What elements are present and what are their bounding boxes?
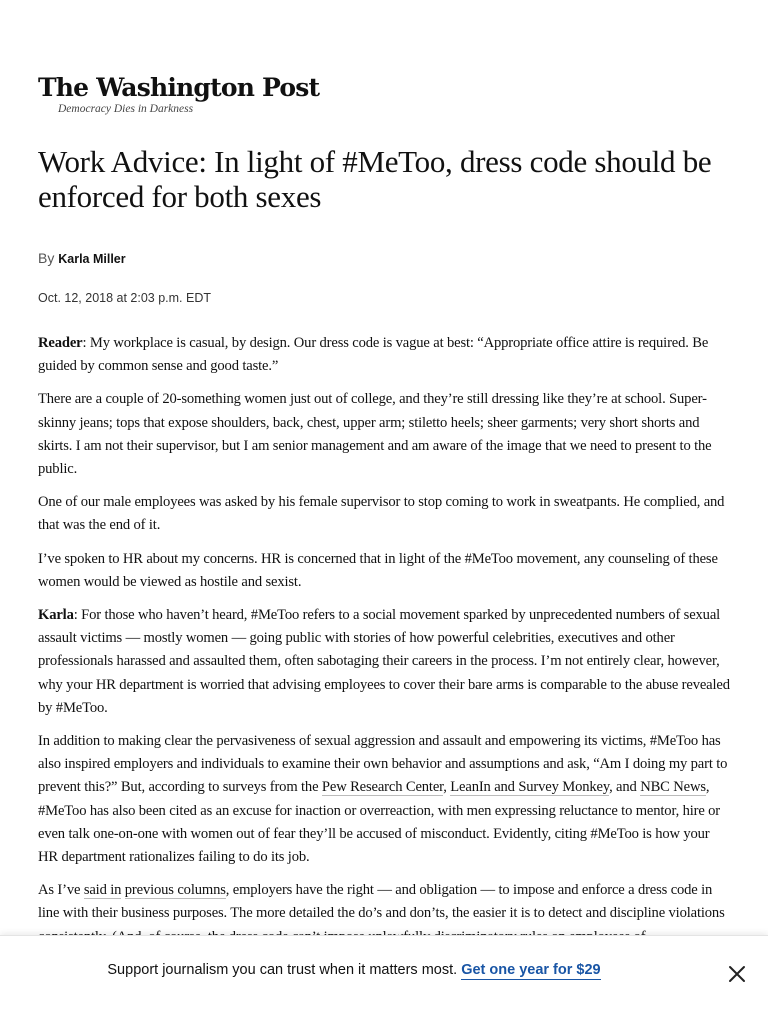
link-leanin-survey[interactable]: LeanIn and Survey Monkey bbox=[450, 779, 610, 796]
paragraph-text: : For those who haven’t heard, #MeToo refers to a social movement sparked by unprecedented numbers of sexual assault victims — mostly women — going public with stories of how powerful celebrities, executives and other professionals harassed and assaulted them, often sabotaging their careers in the process. I’m not entirely clear, however, why your HR department is worried that advising employees to cover their bare arms is comparable to the abuse revealed by #MeToo. bbox=[38, 607, 730, 716]
publish-date: Oct. 12, 2018 at 2:03 p.m. EDT bbox=[38, 291, 212, 305]
masthead bbox=[38, 72, 320, 115]
byline-prefix: By bbox=[38, 250, 55, 266]
paragraph-text: , #MeToo has also been cited as an excuse for inaction or overreaction, with men expressing reluctance to mentor, hire or even talk one-on-one with women out of fear they’ll be accused of misconduct. Evidently, citing #MeToo is how your HR department rationalizes failing to do its job. bbox=[38, 779, 721, 866]
link-nbc-news[interactable]: NBC News bbox=[640, 779, 706, 796]
link-previous-columns[interactable]: previous columns bbox=[124, 882, 226, 899]
paragraph: I’ve spoken to HR about my concerns. HR is concerned that in light of the #MeToo movement, any counseling of these women would be viewed as hostile and sexist. bbox=[38, 550, 718, 590]
site-logo[interactable]: The Washington Post bbox=[38, 73, 320, 102]
article-body bbox=[38, 332, 730, 959]
paragraph: There are a couple of 20-something women just out of college, and they’re still dressing like they’re at school. Super-skinny jeans; tops that expose shoulders, back, chest, upper arm; stiletto heels; sheer garments; very short shorts and skirts. I am not their supervisor, but I am senior management and am aware of the image that we need to present to the public. bbox=[38, 391, 712, 478]
paragraph: One of our male employees was asked by his female supervisor to stop coming to work in sweatpants. He complied, and that was the end of it. bbox=[38, 494, 725, 534]
author-link[interactable]: Karla Miller bbox=[58, 252, 126, 266]
paragraph-lead: Reader bbox=[38, 335, 83, 351]
paragraph-text: : My workplace is casual, by design. Our dress code is vague at best: “Appropriate office attire is required. Be guided by common sense and good taste.” bbox=[38, 335, 709, 375]
subscribe-link[interactable]: Get one year for $29 bbox=[461, 962, 601, 978]
banner-text: Support journalism you can trust when it matters most. bbox=[107, 962, 458, 978]
paragraph-karla-answer bbox=[38, 604, 730, 720]
paragraph-text: As I’ve bbox=[38, 882, 84, 899]
separator: , and bbox=[609, 779, 641, 796]
paragraph-reader-question bbox=[38, 332, 730, 378]
paragraph-lead: Karla bbox=[38, 607, 74, 624]
paragraph-text: In addition to making clear the pervasiveness of sexual aggression and assault and empowering its victims, #MeToo has also inspired employers and individuals to examine their own behavior and assumptions and ask, “Am I doing my part to prevent this?” But, according to surveys from the bbox=[38, 733, 728, 796]
paragraph-with-links bbox=[38, 730, 730, 869]
link-said-in[interactable]: said in bbox=[83, 882, 122, 899]
banner-message bbox=[0, 962, 708, 978]
subscription-banner bbox=[0, 935, 768, 1025]
close-icon[interactable] bbox=[726, 963, 748, 985]
byline bbox=[38, 250, 126, 266]
link-pew-research[interactable]: Pew Research Center bbox=[321, 779, 444, 796]
paragraph-text: , employers have the right — and obligation — to impose and enforce a dress code in line with their business purposes. The more detailed the do’s and don’ts, the easier it is to detect and discipline violations bbox=[38, 882, 725, 922]
site-tagline: Democracy Dies in Darkness bbox=[58, 103, 194, 115]
article-headline: Work Advice: In light of #MeToo, dress code should be enforced for both sexes bbox=[38, 144, 712, 214]
separator: , bbox=[443, 779, 451, 796]
